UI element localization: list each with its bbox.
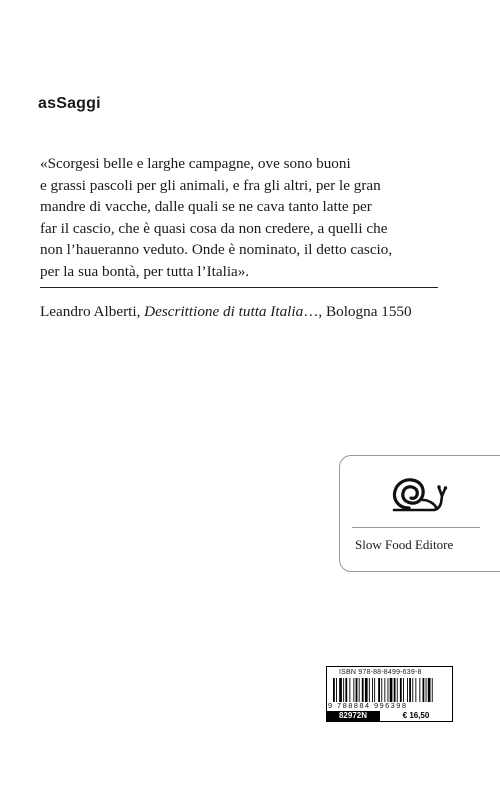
isbn-text: ISBN 978-88-8499-639-8: [339, 669, 422, 676]
quote-line: far il cascio, che è quasi cosa da non credere, a quelli che: [40, 219, 388, 237]
barcode-digits: 9 788884 996398: [328, 701, 408, 710]
series-title: asSaggi: [38, 95, 101, 112]
divider: [40, 287, 438, 288]
quote-text: [40, 153, 450, 283]
barcode-label: [326, 666, 453, 722]
quote-line: mandre di vacche, dalle quali se ne cava tanto latte per: [40, 198, 372, 216]
quote-line: per la sua bontà, per tutta l’Italia».: [40, 262, 250, 280]
citation-author: Leandro Alberti,: [40, 303, 145, 320]
citation-rest: …, Bologna 1550: [303, 303, 412, 320]
barcode-bars: [333, 678, 445, 702]
citation: [40, 303, 412, 321]
quote-line: non l’haueranno veduto. Onde è nominato, il detto cascio,: [40, 241, 393, 259]
publisher-name: Slow Food Editore: [355, 537, 454, 552]
quote-line: e grassi pascoli per gli animali, e fra gli altri, per le gran: [40, 176, 381, 194]
price: € 16,50: [379, 711, 452, 721]
citation-work: Descrittione di tutta Italia: [144, 303, 304, 320]
quote-line: «Scorgesi belle e larghe campagne, ove sono buoni: [40, 155, 351, 172]
snail-icon: [387, 474, 453, 516]
product-code: 82972N: [327, 711, 379, 721]
publisher-divider: [352, 527, 480, 528]
publisher-box: [339, 455, 500, 572]
barcode-code-row: [327, 711, 452, 721]
